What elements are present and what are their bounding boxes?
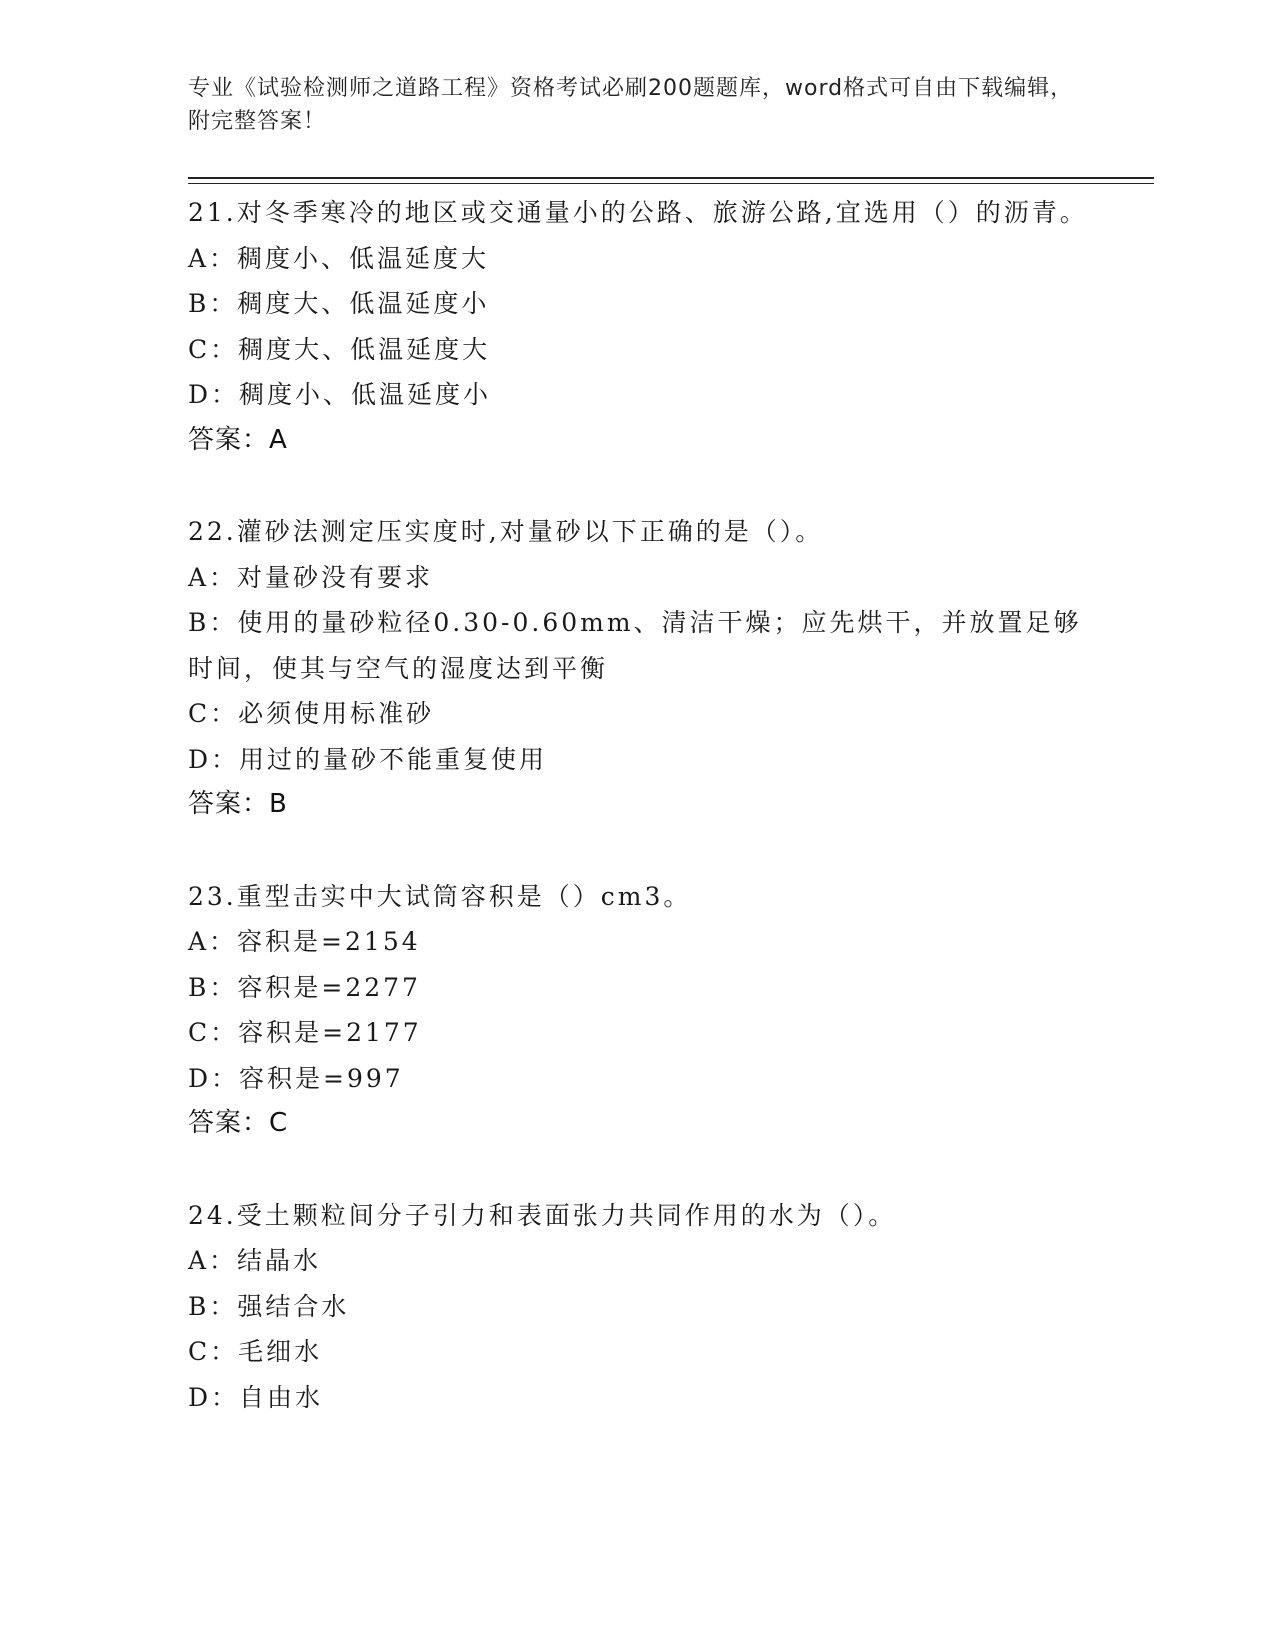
question-22 — [188, 509, 1088, 828]
option-a: A：结晶水 — [188, 1246, 322, 1275]
option-a: A：对量砂没有要求 — [188, 562, 434, 592]
option-a: A：稠度小、低温延度大 — [188, 243, 490, 273]
question-stem: 23.重型击实中大试筒容积是（）cm3。 — [188, 881, 692, 911]
option-b: B：容积是=2277 — [188, 972, 421, 1002]
answer-label: 答案：C — [188, 1108, 289, 1138]
option-a: A：容积是=2154 — [188, 927, 421, 956]
question-stem: 21.对冬季寒冷的地区或交通量小的公路、旅游公路,宜选用（）的沥青。 — [188, 198, 1088, 227]
question-stem: 24.受土颗粒间分子引力和表面张力共同作用的水为（）。 — [188, 1200, 897, 1230]
option-b: B：稠度大、低温延度小 — [188, 289, 490, 318]
option-c: C：稠度大、低温延度大 — [188, 334, 491, 364]
option-c: C：容积是=2177 — [188, 1018, 422, 1047]
option-d: D：稠度小、低温延度小 — [188, 380, 492, 409]
header-divider-thick — [188, 177, 1154, 179]
question-list — [188, 190, 1088, 1420]
header-divider-thin — [188, 183, 1154, 184]
option-c: C：毛细水 — [188, 1337, 323, 1366]
question-stem: 22.灌砂法测定压实度时,对量砂以下正确的是（）。 — [188, 517, 824, 546]
question-23 — [188, 874, 1088, 1147]
answer-label: 答案：A — [188, 424, 288, 455]
question-24 — [188, 1193, 1088, 1421]
option-b: B：使用的量砂粒径0.30-0.60mm、清洁干燥；应先烘干，并放置足够时间，使其与空气的湿度达到平衡 — [188, 608, 1082, 683]
option-d: D：自由水 — [188, 1382, 324, 1412]
answer-label: 答案：B — [188, 789, 288, 819]
option-b: B：强结合水 — [188, 1291, 350, 1321]
question-21 — [188, 190, 1088, 463]
option-d: D：用过的量砂不能重复使用 — [188, 744, 548, 774]
option-c: C：必须使用标准砂 — [188, 699, 435, 728]
option-d: D：容积是=997 — [188, 1063, 404, 1093]
document-header-title: 专业《试验检测师之道路工程》资格考试必刷200题题库，word格式可自由下载编辑，附完整答案！ — [188, 76, 1074, 134]
